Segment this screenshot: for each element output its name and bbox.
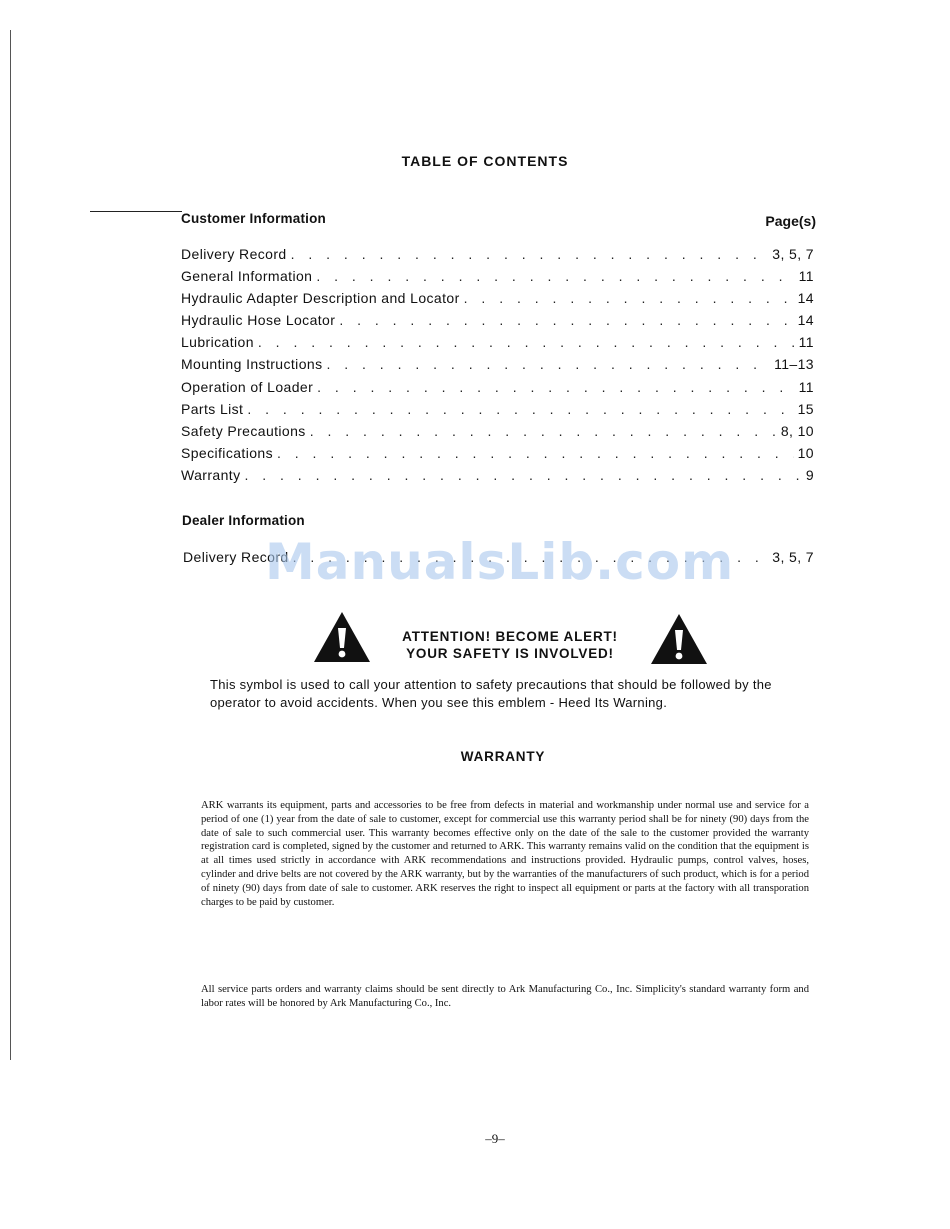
toc-row bbox=[181, 445, 814, 467]
leader-dots bbox=[317, 379, 795, 395]
dealer-info-heading: Dealer Information bbox=[182, 513, 305, 528]
warranty-heading: WARRANTY bbox=[460, 749, 546, 764]
toc-entry-page: 9 bbox=[805, 466, 814, 483]
warranty-paragraph-1: ARK warrants its equipment, parts and accessories to be free from defects in material and workmanship under normal use and service for a period of one (1) year from the date of sale to customer, except for commercial use this warranty period shall be for ninety (90) days from the date of sale to such commercial user. This warranty becomes effective only on the date of the sale to the customer provided the warranty registration card is completed, signed by the customer and returned to ARK. This warranty remains valid on the condition that the equipment is at all times used strictly in accordance with ARK recommendations and instructions provided. Hydraulic pumps, control valves, hoses, cylinder and drive belts are not covered by the ARK warranty, but by the warranties of the manufacturers of such product, which is for a period of ninety (90) days from date of sale to customer. ARK reserves the right to inspect all equipment or parts at the factory with all transporation charges to be paid by customer. bbox=[201, 800, 809, 908]
attention-notice bbox=[385, 628, 635, 662]
leader-dots bbox=[258, 334, 795, 350]
attention-line-2: YOUR SAFETY IS INVOLVED! bbox=[406, 646, 614, 661]
scan-left-edge bbox=[10, 30, 11, 1060]
toc-entry-page: 8, 10 bbox=[780, 422, 814, 439]
toc-entry-page: 3, 5, 7 bbox=[772, 246, 814, 262]
toc-row bbox=[181, 423, 814, 445]
toc-entry-page: 10 bbox=[797, 444, 814, 461]
toc-row bbox=[181, 268, 814, 290]
leader-dots bbox=[464, 290, 794, 306]
watermark: ManualsLib.com bbox=[265, 533, 735, 591]
leader-dots bbox=[291, 246, 769, 262]
customer-toc-list bbox=[181, 246, 814, 489]
toc-entry-label: Delivery Record bbox=[183, 549, 289, 565]
toc-entry-label: Hydraulic Hose Locator bbox=[181, 312, 336, 329]
toc-entry-label: Delivery Record bbox=[181, 246, 287, 262]
toc-entry-page: 11–13 bbox=[774, 356, 814, 373]
toc-entry-label: Mounting Instructions bbox=[181, 356, 323, 373]
toc-entry-label: Parts List bbox=[181, 400, 244, 417]
toc-row bbox=[181, 467, 814, 489]
toc-row bbox=[181, 401, 814, 423]
toc-entry-page: 11 bbox=[798, 268, 814, 285]
toc-entry-label: Operation of Loader bbox=[181, 378, 314, 395]
scan-rule-line bbox=[90, 211, 182, 212]
toc-entry-page: 14 bbox=[797, 290, 814, 307]
leader-dots bbox=[339, 312, 793, 328]
toc-row bbox=[181, 246, 814, 268]
toc-entry-label: Warranty bbox=[181, 466, 241, 483]
toc-entry-label: Hydraulic Adapter Description and Locator bbox=[181, 290, 460, 307]
toc-entry-page: 15 bbox=[797, 400, 814, 417]
warning-icon bbox=[650, 613, 708, 665]
toc-entry-page: 14 bbox=[797, 312, 814, 329]
page-number: –9– bbox=[485, 1131, 505, 1146]
toc-row bbox=[181, 379, 814, 401]
leader-dots bbox=[326, 356, 770, 372]
pages-heading: Page(s) bbox=[765, 213, 816, 229]
toc-row bbox=[181, 312, 814, 334]
toc-title: TABLE OF CONTENTS bbox=[401, 153, 569, 169]
toc-entry-page: 11 bbox=[798, 378, 814, 395]
customer-info-heading: Customer Information bbox=[181, 211, 327, 226]
toc-entry-label: General Information bbox=[181, 268, 313, 285]
toc-entry-page: 11 bbox=[798, 334, 814, 351]
toc-entry-label: Safety Precautions bbox=[181, 422, 306, 439]
toc-row bbox=[181, 356, 814, 378]
leader-dots bbox=[247, 401, 793, 417]
warranty-paragraph-2: All service parts orders and warranty claims should be sent directly to Ark Manufacturing Co., Inc. Simplicity's standard warranty form and labor rates will be honored by Ark Manufacturing Co., Inc. bbox=[201, 984, 809, 1009]
toc-entry-label: Specifications bbox=[181, 444, 273, 461]
leader-dots bbox=[316, 268, 794, 284]
leader-dots bbox=[244, 467, 801, 483]
toc-row bbox=[181, 290, 814, 312]
toc-row bbox=[181, 334, 814, 356]
safety-symbol-description: This symbol is used to call your attention to safety precautions that should be followed by the operator to avoid accidents. When you see this emblem - Heed Its Warning. bbox=[210, 677, 772, 710]
toc-entry-label: Lubrication bbox=[181, 334, 254, 351]
warning-icon bbox=[313, 611, 371, 663]
attention-line-1: ATTENTION! BECOME ALERT! bbox=[402, 629, 618, 644]
leader-dots bbox=[310, 423, 777, 439]
leader-dots bbox=[277, 445, 794, 461]
toc-entry-page: 3, 5, 7 bbox=[772, 549, 814, 565]
